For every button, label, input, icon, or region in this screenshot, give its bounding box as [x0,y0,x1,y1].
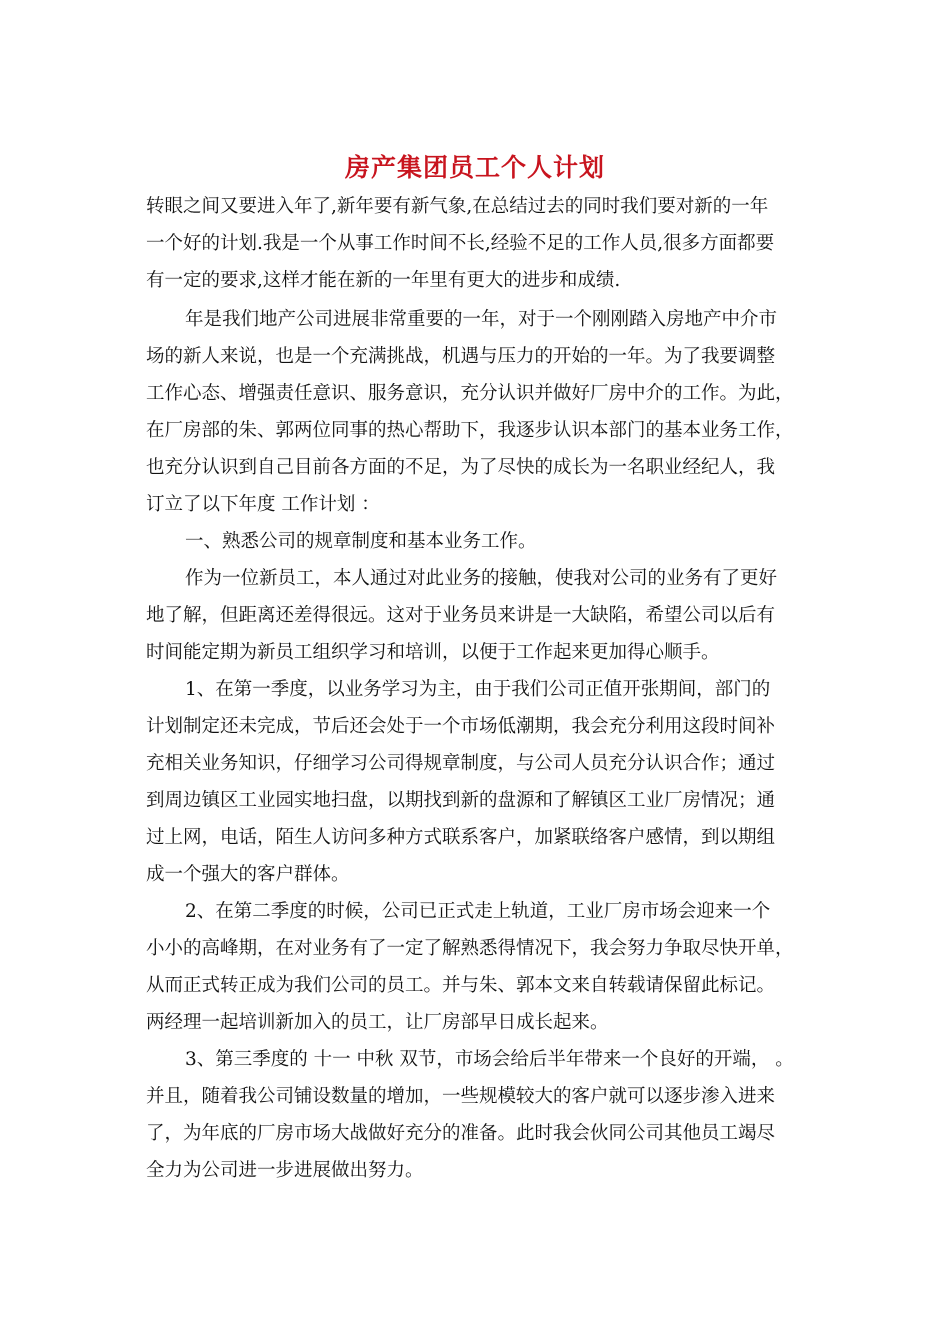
text-line: 也充分认识到自己目前各方面的不足，为了尽快的成长为一名职业经纪人，我 [146,457,776,478]
text-line: 工作心态、增强责任意识、服务意识，充分认识并做好厂房中介的工作。为此， [146,383,794,404]
text-line: 成一个强大的客户群体。 [146,864,350,885]
text-line: 时间能定期为新员工组织学习和培训，以便于工作起来更加得心顺手。 [146,642,720,663]
text-line: 订立了以下年度 工作计划 ： [146,494,380,515]
text-line: 场的新人来说，也是一个充满挑战，机遇与压力的开始的一年。为了我要调整 [146,346,776,367]
text-line: 在厂房部的朱、郭两位同事的热心帮助下，我逐步认识本部门的基本业务工作， [146,420,794,441]
text-line: 并且，随着我公司铺设数量的增加，一些规模较大的客户就可以逐步渗入进来 [146,1086,776,1107]
text-line: 计划制定还未完成，节后还会处于一个市场低潮期，我会充分利用这段时间补 [146,716,776,737]
text-line: 过上网，电话，陌生人访问多种方式联系客户，加紧联络客户感情，到以期组 [146,827,776,848]
text-line: 转眼之间又要进入年了,新年要有新气象,在总结过去的同时我们要对新的一年 [146,196,769,217]
text-line: 地了解，但距离还差得很远。这对于业务员来讲是一大缺陷，希望公司以后有 [146,605,776,626]
text-line: 全力为公司进一步进展做出努力。 [146,1160,424,1181]
text-line: 两经理一起培训新加入的员工，让厂房部早日成长起来。 [146,1012,609,1033]
section-heading: 一、熟悉公司的规章制度和基本业务工作。 [185,531,537,552]
text-line: 1、在第一季度，以业务学习为主，由于我们公司正值开张期间，部门的 [185,679,771,700]
text-line: 从而正式转正成为我们公司的员工。并与朱、郭本文来自转载请保留此标记。 [146,975,776,996]
text-line: 一个好的计划.我是一个从事工作时间不长,经验不足的工作人员,很多方面都要 [146,233,775,254]
text-line: 充相关业务知识，仔细学习公司得规章制度，与公司人员充分认识合作；通过 [146,753,776,774]
text-line: 了，为年底的厂房市场大战做好充分的准备。此时我会伙同公司其他员工竭尽 [146,1123,776,1144]
text-line: 到周边镇区工业园实地扫盘，以期找到新的盘源和了解镇区工业厂房情况；通 [146,790,776,811]
text-line: 有一定的要求,这样才能在新的一年里有更大的进步和成绩. [146,270,621,291]
text-line: 2、在第二季度的时候，公司已正式走上轨道，工业厂房市场会迎来一个 [185,901,771,922]
text-line: 小小的高峰期，在对业务有了一定了解熟悉得情况下，我会努力争取尽快开单， [146,938,794,959]
text-line: 年是我们地产公司进展非常重要的一年，对于一个刚刚踏入房地产中介市 [185,309,778,330]
text-line: 3、第三季度的 十一 中秋 双节，市场会给后半年带来一个良好的开端， 。 [185,1049,794,1070]
text-line: 作为一位新员工，本人通过对此业务的接触，使我对公司的业务有了更好 [185,568,778,589]
document-title: 房产集团员工个人计划 [344,153,605,182]
